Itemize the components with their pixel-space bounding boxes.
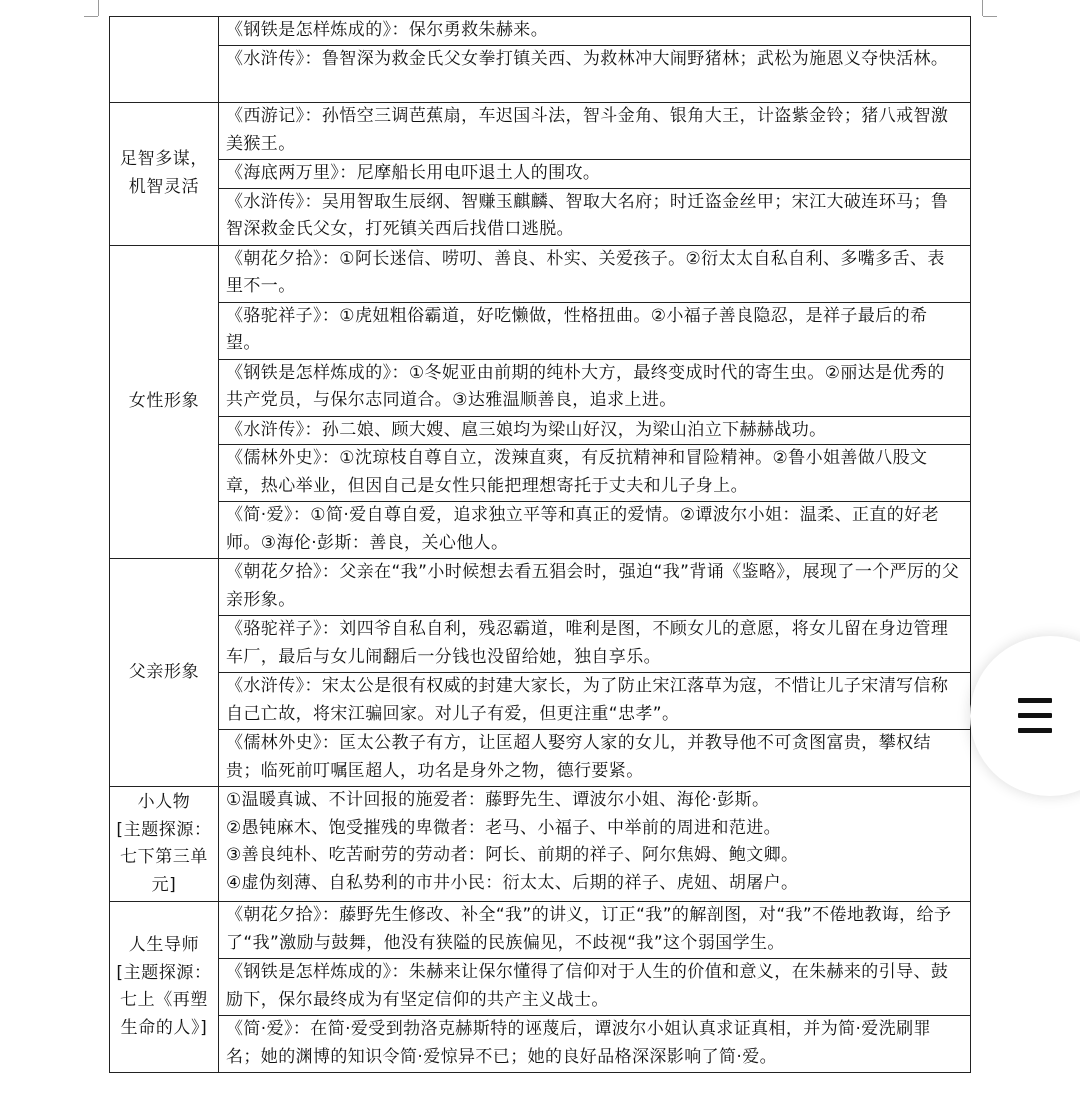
content-cell: 《水浒传》：宋太公是很有权威的封建大家长，为了防止宋江落草为寇，不惜让儿子宋清写信称自己亡故，将宋江骗回家。对儿子有爱，但更注重“忠孝”。	[219, 673, 971, 730]
category-label: 女性形象	[128, 391, 200, 411]
category-cell	[110, 559, 219, 787]
table-row	[110, 1016, 971, 1073]
category-label: 机智灵活	[128, 176, 200, 197]
table-row	[110, 730, 971, 787]
table-row	[110, 188, 971, 245]
content-cell: 《钢铁是怎样炼成的》：保尔勇救朱赫来。	[219, 17, 971, 46]
content-cell: 《水浒传》：鲁智深为救金氏父女拳打镇关西、为救林冲大闹野猪林；武松为施恩义夺快活林。	[219, 46, 971, 103]
table-row	[110, 502, 971, 559]
category-label: [主题探源：	[116, 819, 212, 840]
content-cell: 《骆驼祥子》：①虎妞粗俗霸道，好吃懒做，性格扭曲。②小福子善良隐忍，是祥子最后的希望。	[219, 302, 971, 359]
table-row	[110, 416, 971, 445]
table-row	[110, 103, 971, 160]
category-label: 小人物	[137, 792, 191, 812]
table-row	[110, 787, 971, 902]
table-row	[110, 959, 971, 1016]
hamburger-menu-icon	[1018, 698, 1052, 734]
table-row	[110, 673, 971, 730]
content-cell: 《儒林外史》：①沈琼枝自尊自立，泼辣直爽，有反抗精神和冒险精神。②鲁小姐善做八股文章，热心举业，但因自己是女性只能把理想寄托于丈夫和儿子身上。	[219, 445, 971, 502]
content-cell: 《朝花夕拾》：父亲在“我”小时候想去看五猖会时，强迫“我”背诵《鉴略》，展现了一个严厉的父亲形象。	[219, 559, 971, 616]
table-row	[110, 46, 971, 103]
content-cell: 《钢铁是怎样炼成的》：①冬妮亚由前期的纯朴大方，最终变成时代的寄生虫。②丽达是优秀的共产党员，与保尔志同道合。③达雅温顺善良，追求上进。	[219, 359, 971, 416]
floating-menu-button[interactable]	[970, 636, 1080, 796]
character-analysis-table	[109, 16, 971, 1073]
category-cell	[110, 787, 219, 902]
content-cell: 《水浒传》：孙二娘、顾大嫂、扈三娘均为梁山好汉，为梁山泊立下赫赫战功。	[219, 416, 971, 445]
category-cell	[110, 103, 219, 246]
category-cell	[110, 17, 219, 103]
content-cell: 《简·爱》：①简·爱自尊自爱，追求独立平等和真正的爱情。②谭波尔小姐：温柔、正直的好老师。③海伦·彭斯：善良，关心他人。	[219, 502, 971, 559]
content-cell: 《海底两万里》：尼摩船长用电吓退土人的围攻。	[219, 160, 971, 189]
table-row	[110, 359, 971, 416]
content-cell: 《简·爱》：在简·爱受到勃洛克赫斯特的诬蔑后，谭波尔小姐认真求证真相，并为简·爱洗刷罪名；她的渊博的知识令简·爱惊异不已；她的良好品格深深影响了简·爱。	[219, 1016, 971, 1073]
category-cell	[110, 902, 219, 1073]
table-row	[110, 302, 971, 359]
page-corner-mark-right	[982, 0, 983, 16]
category-cell	[110, 245, 219, 559]
page-corner-mark-left	[98, 0, 99, 16]
category-label: 人生导师	[128, 935, 200, 955]
content-cell: ①温暖真诚、不计回报的施爱者：藤野先生、谭波尔小姐、海伦·彭斯。 ②愚钝麻木、饱受摧残的卑微者：老马、小福子、中举前的周进和范进。 ③善良纯朴、吃苦耐劳的劳动者：阿长、前期的祥子、阿尔焦姆、鲍文卿。 ④虚伪刻薄、自私势利的市井小民：衍太太、后期的祥子、虎妞、胡屠户。	[219, 787, 971, 902]
table-row	[110, 17, 971, 46]
content-cell: 《儒林外史》：匡太公教子有方，让匡超人娶穷人家的女儿，并教导他不可贪图富贵，攀权结贵；临死前叮嘱匡超人，功名是身外之物，德行要紧。	[219, 730, 971, 787]
category-label: [主题探源：	[116, 962, 212, 983]
content-cell: 《西游记》：孙悟空三调芭蕉扇，车迟国斗法，智斗金角、银角大王，计盗紫金铃；猪八戒智激美猴王。	[219, 103, 971, 160]
content-cell: 《骆驼祥子》：刘四爷自私自利，残忍霸道，唯利是图，不顾女儿的意愿，将女儿留在身边管理车厂，最后与女儿闹翻后一分钱也没留给她，独自享乐。	[219, 616, 971, 673]
category-label: 父亲形象	[128, 661, 200, 682]
content-cell: 《朝花夕拾》：藤野先生修改、补全“我”的讲义，订正“我”的解剖图，对“我”不倦地教诲，给予了“我”激励与鼓舞，他没有狭隘的民族偏见，不歧视“我”这个弱国学生。	[219, 902, 971, 959]
category-label: 七下第三单	[120, 847, 208, 867]
table-row	[110, 245, 971, 302]
table-row	[110, 160, 971, 189]
table-row	[110, 616, 971, 673]
table-row	[110, 445, 971, 502]
category-label: 足智多谋，	[120, 149, 208, 170]
content-cell: 《钢铁是怎样炼成的》：朱赫来让保尔懂得了信仰对于人生的价值和意义，在朱赫来的引导、鼓励下，保尔最终成为有坚定信仰的共产主义战士。	[219, 959, 971, 1016]
table-row	[110, 559, 971, 616]
table-body	[110, 17, 971, 1073]
category-label: 七上《再塑	[120, 990, 208, 1010]
category-label: 元]	[151, 874, 177, 895]
content-cell: 《水浒传》：吴用智取生辰纲、智赚玉麒麟、智取大名府；时迁盗金丝甲；宋江大破连环马；鲁智深救金氏父女，打死镇关西后找借口逃脱。	[219, 188, 971, 245]
category-label: 生命的人》]	[120, 1017, 208, 1038]
content-cell: 《朝花夕拾》：①阿长迷信、唠叨、善良、朴实、关爱孩子。②衍太太自私自利、多嘴多舌、表里不一。	[219, 245, 971, 302]
table-row	[110, 902, 971, 959]
